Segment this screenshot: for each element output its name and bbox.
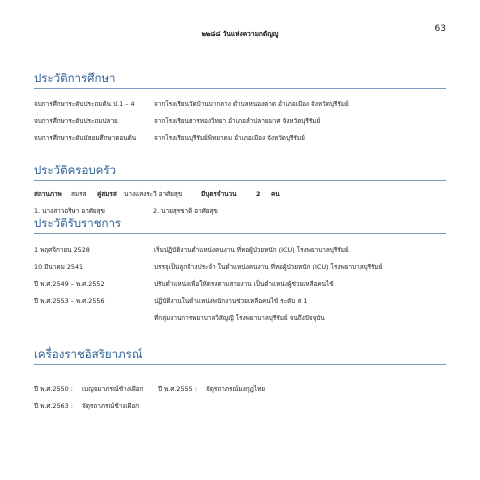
decorations-heading: เครื่องราชอิสริยาภรณ์ [34,347,143,361]
service-detail: ที่กลุ่มงานการพยาบาลวิสัญญี โรงพยาบาลบุรีรัมย์ จนถึงปัจจุบัน [154,314,325,322]
child-name: 2. นายสุรชาติ อาศัยสุข [153,207,218,215]
service-detail: เริ่มปฏิบัติงานตำแหน่งคนงาน ที่หอผู้ป่วยหนัก (ICU) โรงพยาบาลบุรีรัมย์ [154,246,349,254]
decoration-year: ปี พ.ศ.2563 : [34,402,73,410]
education-section [34,70,446,147]
education-row [34,113,446,130]
education-detail: จากโรงเรียนวัดบ้านบากลาง ตำบลหนองตาด อำเภอเมือง จังหวัดบุรีรัมย์ [154,100,349,108]
decoration-year: ปี พ.ศ.2550 : [34,385,73,393]
service-row [34,276,446,293]
decorations-section [34,346,446,415]
family-status-row [34,186,446,203]
decoration-award: เบญจมาภรณ์ช้างเผือก [82,385,144,393]
education-detail: จากโรงเรียนบุรีรัมย์พิทยาคม อำเภอเมือง จังหวัดบุรีรัมย์ [154,134,305,142]
children-unit: คน [271,190,280,198]
children-count: 2 [256,190,261,198]
service-date: ปี พ.ศ.2553 – พ.ศ.2556 [34,297,105,305]
education-row [34,96,446,113]
service-row [34,310,446,327]
service-date: 10 มีนาคม 2541 [34,263,84,271]
education-detail: จากโรงเรียนธารทองวิทยา อำเภอลำปลายมาศ จังหวัดบุรีรัมย์ [154,117,321,125]
family-heading: ประวัติครอบครัว [34,163,116,177]
education-level: จบการศึกษาระดับมัธยมศึกษาตอนต้น [34,134,137,142]
decoration-year: ปี พ.ศ.2555 : [158,385,197,393]
running-title: ๒๒๘๘ วันแห่งความกตัญญู [201,30,279,38]
family-section [34,162,446,220]
service-date: ปี พ.ศ.2549 – พ.ศ.2552 [34,280,105,288]
service-detail: ปรับตำแหน่งเพื่อให้ตรงตามสายงาน เป็นตำแหน่งผู้ช่วยเหลือคนไข้ [154,280,334,288]
children-label: มีบุตรจำนวน [201,190,237,198]
service-row [34,293,446,310]
education-heading: ประวัติการศึกษา [34,71,116,85]
status-value: สมรส [71,190,87,198]
service-row [34,242,446,259]
service-detail: บรรจุเป็นลูกจ้างประจำ ในตำแหน่งคนงาน ที่หอผู้ป่วยหนัก (ICU) โรงพยาบาลบุรีรัมย์ [154,263,383,271]
decoration-row [34,381,446,398]
service-row [34,259,446,276]
page-number: 63 [434,24,446,34]
education-level: จบการศึกษาระดับประถมปลาย [34,117,118,125]
status-label: สถานภาพ [34,190,62,198]
spouse-label: คู่สมรส [97,190,117,198]
page-header [0,24,480,38]
government-heading: ประวัติรับราชการ [34,216,122,230]
decoration-row [34,398,446,415]
decoration-award: จัตุรถาภรณ์ช้างเผือก [82,402,140,410]
decoration-award: จัตุรถาภรณ์มงกุฎไทย [206,385,266,393]
service-date: 1 พฤศจิกายน 2528 [34,246,90,254]
service-detail: ปฏิบัติงานในตำแหน่งพนักงานช่วยเหลือคนไข้ ระดับ ส 1 [154,297,308,305]
government-section [34,215,446,327]
education-row [34,130,446,147]
spouse-value: นางแสงระวี อาศัยสุข [124,190,183,198]
education-level: จบการศึกษาระดับประถมต้น ป.1 – 4 [34,100,135,108]
child-name: 1. นางสาวอริษา อาศัยสุข [34,207,105,215]
